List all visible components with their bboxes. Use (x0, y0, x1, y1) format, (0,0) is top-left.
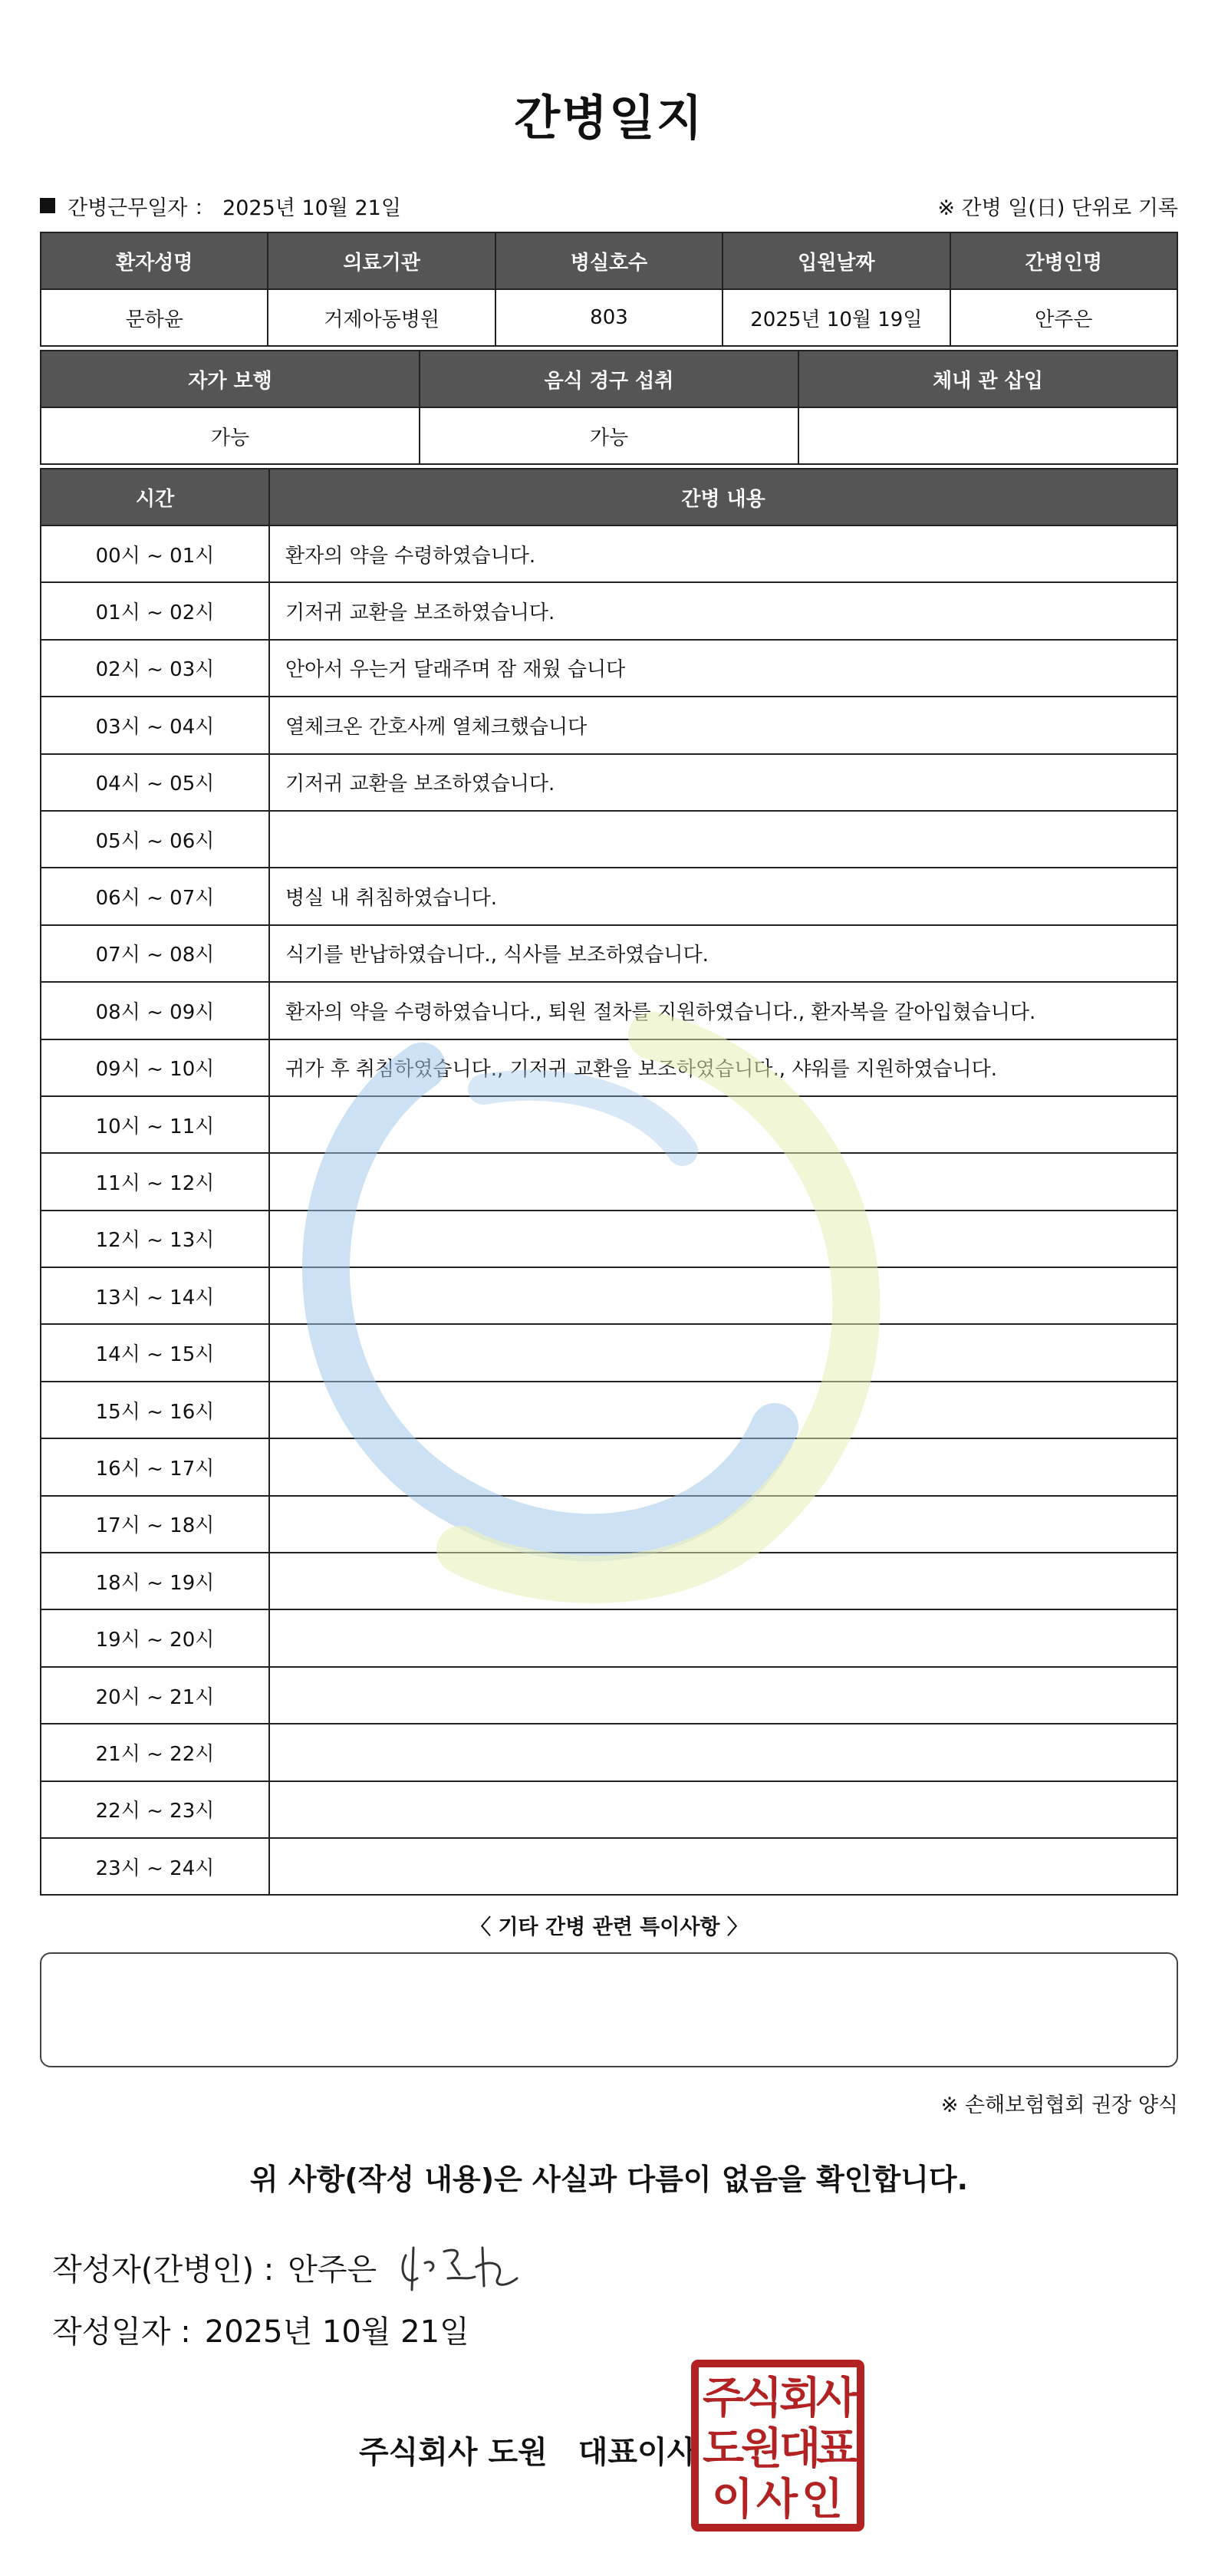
status-header-row (41, 351, 1177, 407)
info-header-hospital: 의료기관 (268, 232, 495, 289)
svg-text:주: 주 (702, 2373, 745, 2423)
log-row-time: 12시 ~ 13시 (41, 1211, 269, 1267)
svg-text:인: 인 (801, 2475, 844, 2525)
log-row (41, 1153, 1177, 1210)
status-value-row (41, 407, 1177, 464)
log-row-time: 13시 ~ 14시 (41, 1267, 269, 1324)
log-row-time: 23시 ~ 24시 (41, 1838, 269, 1895)
log-row-content (269, 1438, 1177, 1495)
info-value-admission-date: 2025년 10월 19일 (723, 289, 950, 346)
log-row (41, 640, 1177, 697)
log-row-time: 14시 ~ 15시 (41, 1324, 269, 1381)
log-row-time: 19시 ~ 20시 (41, 1609, 269, 1666)
log-row-time: 09시 ~ 10시 (41, 1039, 269, 1096)
log-row (41, 582, 1177, 639)
log-row-time: 11시 ~ 12시 (41, 1153, 269, 1210)
svg-text:원: 원 (740, 2424, 783, 2474)
log-row (41, 1267, 1177, 1324)
info-value-row (41, 289, 1177, 346)
log-row-time: 05시 ~ 06시 (41, 811, 269, 868)
status-value-walking: 가능 (41, 407, 420, 464)
writer-name: 안주은 (288, 2252, 377, 2288)
log-row-content: 환자의 약을 수령하였습니다. (269, 525, 1177, 582)
log-row-content (269, 1496, 1177, 1553)
writer-label: 작성자(간병인) : (52, 2252, 275, 2288)
log-body (41, 525, 1177, 1895)
log-row (41, 1781, 1177, 1838)
log-row-time: 21시 ~ 22시 (41, 1724, 269, 1780)
status-value-tube (798, 407, 1177, 464)
recommend-note: ※ 손해보험협회 권장 양식 (940, 2093, 1178, 2117)
log-row-content: 열체크온 간호사께 열체크했습니다 (269, 697, 1177, 753)
written-date-row (52, 2308, 469, 2351)
log-row (41, 868, 1177, 924)
log-row (41, 697, 1177, 753)
log-row-time: 01시 ~ 02시 (41, 582, 269, 639)
company-row (359, 2428, 696, 2472)
care-log-table (40, 468, 1178, 1896)
written-date-value: 2025년 10월 21일 (204, 2314, 469, 2350)
log-row-time: 07시 ~ 08시 (41, 925, 269, 982)
svg-text:대: 대 (779, 2424, 821, 2474)
log-row (41, 525, 1177, 582)
company-title: 대표이사 (578, 2435, 697, 2470)
log-row-content (269, 1267, 1177, 1324)
special-notes-label: 〈 기타 간병 관련 특이사항 〉 (470, 1916, 748, 1939)
svg-text:사: 사 (815, 2373, 858, 2423)
company-name: 주식회사 도원 (359, 2435, 548, 2470)
log-row (41, 1324, 1177, 1381)
record-note: ※ 간병 일(日) 단위로 기록 (937, 196, 1178, 220)
log-row-content (269, 1553, 1177, 1609)
log-row-time: 15시 ~ 16시 (41, 1382, 269, 1438)
log-row-content: 귀가 후 취침하였습니다., 기저귀 교환을 보조하였습니다., 샤워를 지원하였습니다. (269, 1039, 1177, 1096)
log-row-content: 기저귀 교환을 보조하였습니다. (269, 754, 1177, 811)
log-row-content (269, 811, 1177, 868)
svg-text:표: 표 (815, 2424, 858, 2474)
log-row (41, 1496, 1177, 1553)
log-header-content: 간병 내용 (269, 469, 1177, 525)
log-header-time: 시간 (41, 469, 269, 525)
svg-text:식: 식 (740, 2373, 783, 2423)
log-row-content (269, 1667, 1177, 1724)
log-row (41, 1609, 1177, 1666)
log-row (41, 1838, 1177, 1895)
info-header-caregiver: 간병인명 (950, 232, 1177, 289)
log-row-time: 18시 ~ 19시 (41, 1553, 269, 1609)
info-header-patient-name: 환자성명 (41, 232, 268, 289)
work-date-value: 2025년 10월 21일 (222, 196, 401, 220)
svg-text:회: 회 (779, 2373, 821, 2423)
document-title: 간병일지 (514, 90, 704, 146)
info-value-caregiver: 안주은 (950, 289, 1177, 346)
log-row-time: 16시 ~ 17시 (41, 1438, 269, 1495)
log-row-content: 안아서 우는거 달래주며 잠 재웠 습니다 (269, 640, 1177, 697)
log-header-row (41, 469, 1177, 525)
log-row-time: 10시 ~ 11시 (41, 1096, 269, 1153)
special-notes-box (40, 1952, 1178, 2067)
work-date-group (40, 191, 401, 221)
svg-text:이: 이 (711, 2475, 754, 2525)
log-row-content (269, 1324, 1177, 1381)
info-header-admission-date: 입원날짜 (723, 232, 950, 289)
log-row-content (269, 1096, 1177, 1153)
log-row-content (269, 1724, 1177, 1780)
square-bullet-icon (40, 198, 55, 213)
status-header-walking: 자가 보행 (41, 351, 420, 407)
confirm-statement: 위 사항(작성 내용)은 사실과 다름이 없음을 확인합니다. (249, 2163, 969, 2196)
work-date-label: 간병근무일자 ： (67, 196, 216, 220)
log-row-content (269, 1211, 1177, 1267)
log-row-time: 22시 ~ 23시 (41, 1781, 269, 1838)
signature-image (390, 2232, 536, 2301)
svg-text:도: 도 (702, 2424, 745, 2474)
log-row (41, 1438, 1177, 1495)
log-row-time: 00시 ~ 01시 (41, 525, 269, 582)
written-date-label: 작성일자 : (52, 2314, 191, 2350)
log-row (41, 1667, 1177, 1724)
log-row (41, 1039, 1177, 1096)
status-value-oral-intake: 가능 (420, 407, 798, 464)
log-row-time: 08시 ~ 09시 (41, 982, 269, 1039)
info-header-row (41, 232, 1177, 289)
info-value-patient-name: 문하윤 (41, 289, 268, 346)
log-row (41, 982, 1177, 1039)
log-row-time: 06시 ~ 07시 (41, 868, 269, 924)
log-row-content (269, 1382, 1177, 1438)
log-row (41, 1553, 1177, 1609)
log-row-content: 환자의 약을 수령하였습니다., 퇴원 절차를 지원하였습니다., 환자복을 갈아입혔습니다. (269, 982, 1177, 1039)
log-row-time: 17시 ~ 18시 (41, 1496, 269, 1553)
log-row-content: 병실 내 취침하였습니다. (269, 868, 1177, 924)
log-row-content (269, 1781, 1177, 1838)
status-header-oral-intake: 음식 경구 섭취 (420, 351, 798, 407)
log-row-content (269, 1153, 1177, 1210)
log-row-content: 식기를 반납하였습니다., 식사를 보조하였습니다. (269, 925, 1177, 982)
log-row (41, 1382, 1177, 1438)
log-row-content (269, 1838, 1177, 1895)
log-row-content (269, 1609, 1177, 1666)
info-header-room: 병실호수 (495, 232, 723, 289)
status-header-tube: 체내 관 삽입 (798, 351, 1177, 407)
log-row (41, 1211, 1177, 1267)
log-row (41, 1096, 1177, 1153)
patient-status-table (40, 350, 1178, 465)
patient-info-table (40, 232, 1178, 347)
writer-row (52, 2232, 536, 2301)
log-row (41, 925, 1177, 982)
log-row-time: 02시 ~ 03시 (41, 640, 269, 697)
log-row-time: 04시 ~ 05시 (41, 754, 269, 811)
log-row-content: 기저귀 교환을 보조하였습니다. (269, 582, 1177, 639)
log-row (41, 1724, 1177, 1780)
meta-row (40, 190, 1178, 221)
info-value-hospital: 거제아동병원 (268, 289, 495, 346)
company-seal-stamp (690, 2359, 865, 2532)
svg-text:사: 사 (755, 2475, 798, 2525)
log-row (41, 811, 1177, 868)
info-value-room: 803 (495, 289, 723, 346)
log-row (41, 754, 1177, 811)
log-row-time: 20시 ~ 21시 (41, 1667, 269, 1724)
log-row-time: 03시 ~ 04시 (41, 697, 269, 753)
